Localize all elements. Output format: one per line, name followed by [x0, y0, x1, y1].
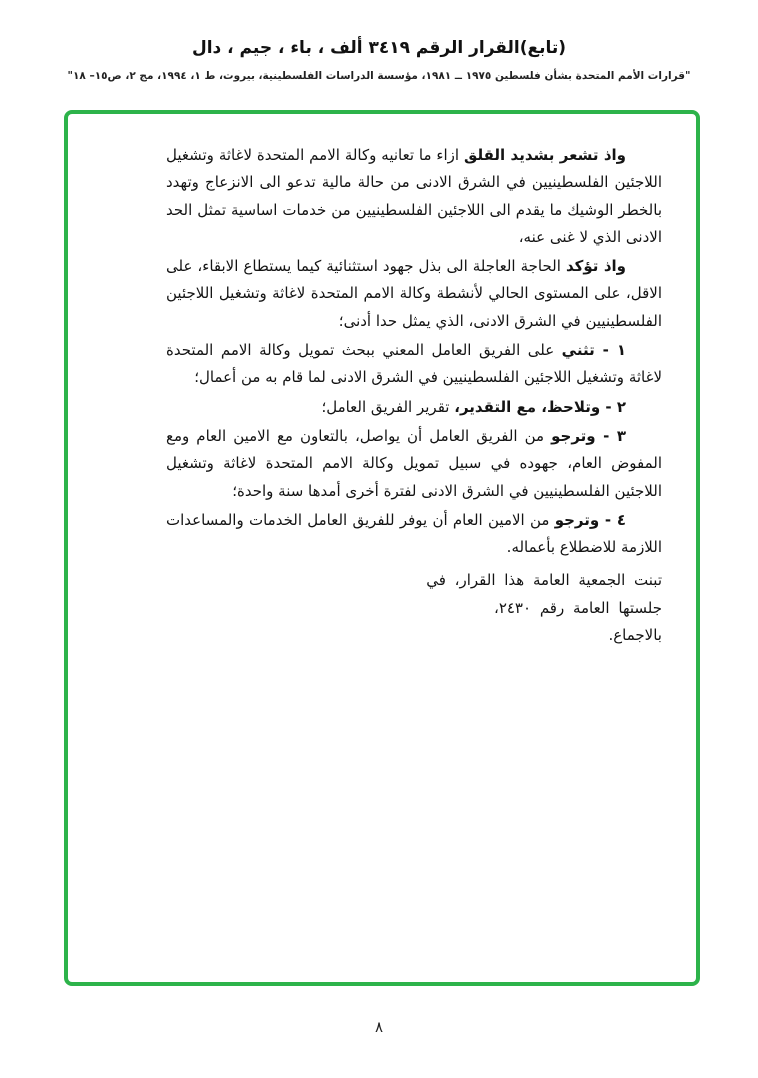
paragraph-item-2 — [166, 394, 662, 421]
closing-line: جلستها العامة رقم ٢٤٣٠، — [493, 598, 662, 617]
paragraph-lead: ١ - تثني — [561, 341, 626, 360]
paragraph-item-1 — [166, 337, 662, 392]
paragraph-text: ازاء ما تعانيه وكالة الامم المتحدة لاغاثة وتشغيل اللاجئين الفلسطينيين في الشرق الادنى من حالة مالية تدعو الى الانزعاج وتهدد بالخطر الوشيك ما يقدم الى اللاجئين الفلسطينيين من خدمات اساسية تمثل الحد الادنى الذي لا غنى عنه، — [166, 146, 662, 246]
page-number: ٨ — [374, 1018, 384, 1036]
paragraph-lead: واذ تؤكد — [565, 257, 626, 276]
paragraph-text: تقرير الفريق العامل؛ — [321, 397, 455, 416]
document-body — [68, 114, 696, 649]
document-frame — [64, 110, 700, 986]
paragraph-text: على الفريق العامل المعني ببحث تمويل وكالة الامم المتحدة لاغاثة وتشغيل اللاجئين الفلسطينيين في الشرق الادنى لما قام به من أعمال؛ — [166, 341, 662, 387]
source-citation: "قرارات الأمم المتحدة بشأن فلسطين ١٩٧٥ ــ ١٩٨١، مؤسسة الدراسات الفلسطينية، بيروت، ط ١، ١٩٩٤، مج ٢، ص١٥– ١٨" — [67, 70, 691, 82]
paragraph-text: الحاجة العاجلة الى بذل جهود استثنائية كيما يستطاع الابقاء، على الاقل، على المستوى الحالي لأنشطة وكالة الامم المتحدة لاغاثة وتشغيل اللاجئين الفلسطينيين في الشرق الادنى، الذي يمثل حدا أدنى؛ — [166, 257, 662, 330]
paragraph-lead: واذ تشعر بشديد القلق — [463, 146, 626, 164]
paragraph-preamble-2 — [166, 253, 662, 335]
closing-line: بالاجماع. — [608, 626, 662, 645]
paragraph-lead: ٤ - وترجو — [554, 510, 627, 529]
paragraph-lead: ٢ - وتلاحظ، مع التقدير، — [454, 397, 626, 416]
paragraph-text: من الامين العام أن يوفر للفريق العامل الخدمات والمساعدات اللازمة للاضطلاع بأعماله. — [166, 510, 662, 557]
paragraph-adoption-note — [166, 567, 662, 649]
closing-line: تبنت الجمعية العامة هذا القرار، في — [426, 571, 662, 590]
paragraph-lead: ٣ - وترجو — [551, 426, 626, 445]
paragraph-item-4 — [166, 507, 662, 562]
page-title: (تابع)القرار الرقم ٣٤١٩ ألف ، باء ، جيم ، دال — [191, 38, 567, 58]
page-header — [0, 0, 758, 82]
paragraph-item-3 — [166, 423, 662, 505]
paragraph-text: من الفريق العامل أن يواصل، بالتعاون مع الامين العام ومع المفوض العام، جهوده في سبيل تمويل وكالة الامم المتحدة لاغاثة وتشغيل اللاجئين الفلسطينيين في الشرق الادنى لفترة أخرى أمدها سنة واحدة؛ — [166, 426, 662, 500]
paragraph-preamble-1 — [166, 142, 662, 251]
